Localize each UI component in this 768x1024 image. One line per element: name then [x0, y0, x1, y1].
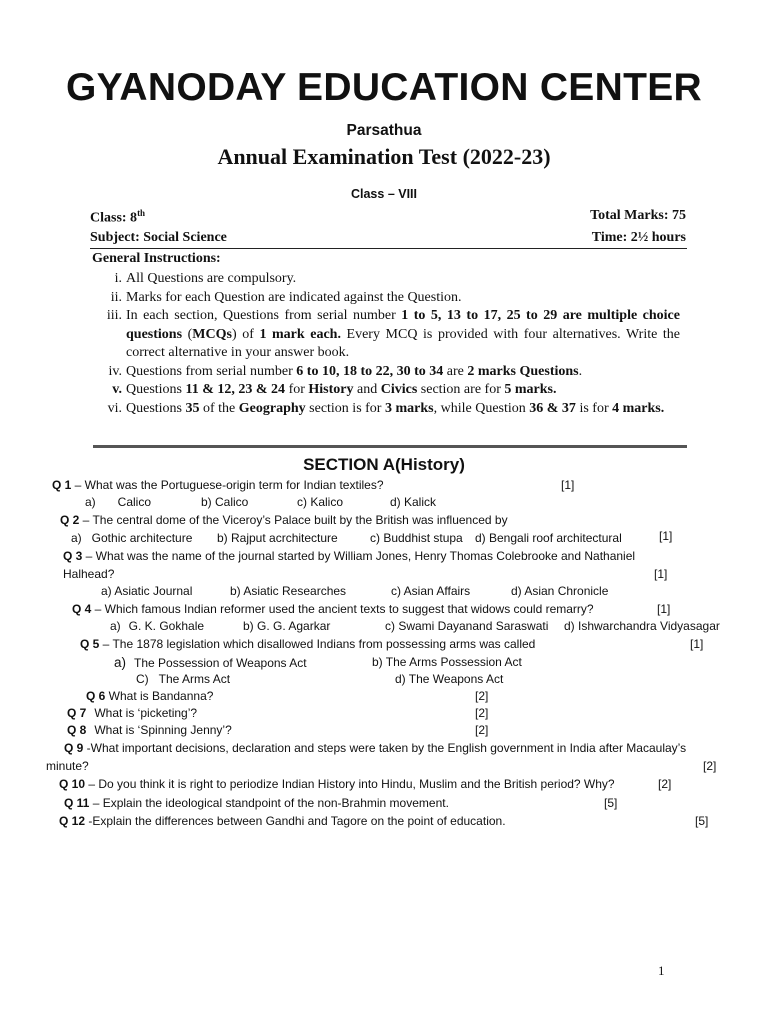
question-6: Q 6 What is Bandanna?: [86, 689, 214, 703]
instruction-item: i. All Questions are compulsory.: [114, 271, 297, 286]
q1-option-c: c) Kalico: [297, 495, 344, 509]
q1-option-b: b) Calico: [201, 495, 249, 509]
q5-option-a: a) The Possession of Weapons Act: [114, 655, 307, 670]
q2-option-c: c) Buddhist stupa: [370, 531, 463, 545]
question-8: Q 8 What is ‘Spinning Jenny’?: [67, 723, 232, 737]
q2-option-a: a) Gothic architecture: [71, 531, 193, 545]
question-7: Q 7 What is ‘picketing’?: [67, 706, 198, 720]
question-10: Q 10 – Do you think it is right to periodize Indian History into Hindu, Muslim and the British period? Why?: [59, 777, 615, 791]
instructions-list: [92, 270, 680, 418]
question-4: Q 4 – Which famous Indian reformer used the ancient texts to suggest that widows could remarry?: [72, 602, 594, 616]
question-9: Q 9 -What important decisions, declaration and steps were taken by the English government in India after Macaulay’s: [64, 741, 687, 755]
q4-option-c: c) Swami Dayanand Saraswati: [385, 619, 549, 633]
time-allowed: Time: 2½ hours: [591, 230, 686, 245]
question-3: Q 3 – What was the name of the journal started by William Jones, Henry Thomas Colebrooke and Nathaniel: [63, 549, 636, 563]
question-3-cont: Halhead?: [63, 567, 115, 581]
q5-option-c: C) The Arms Act: [136, 672, 231, 686]
q4-option-d: d) Ishwarchandra Vidyasagar: [564, 619, 720, 633]
q4-option-a: a) G. K. Gokhale: [110, 619, 205, 633]
instruction-item: iv. Questions from serial number 6 to 10, 18 to 22, 30 to 34 are 2 marks Questions.: [108, 363, 583, 379]
instruction-item: iii. In each section, Questions from serial number 1 to 5, 13 to 17, 25 to 29 are multiple choice questions (MCQs) of 1 mark each. Every MCQ is provided with four alternatives. Write the correct alternative in your answer book.: [106, 308, 680, 360]
instruction-item: ii. Marks for each Question are indicated against the Question.: [110, 289, 462, 305]
class-line: Class – VIII: [350, 187, 417, 201]
instructions-heading: General Instructions:: [92, 251, 221, 266]
q3-option-b: b) Asiatic Researches: [230, 584, 347, 598]
meta-divider: [90, 248, 687, 249]
q4-option-b: b) G. G. Agarkar: [243, 619, 331, 633]
question-10-marks: [2]: [658, 777, 672, 791]
question-3-marks: [1]: [654, 567, 668, 581]
question-4-marks: [1]: [657, 602, 671, 616]
instruction-item: v. Questions 11 & 12, 23 & 24 for History and Civics section are for 5 marks.: [112, 382, 557, 397]
question-12-marks: [5]: [695, 814, 709, 828]
school-name: GYANODAY EDUCATION CENTER: [66, 66, 702, 109]
q1-option-d: d) Kalick: [390, 495, 437, 509]
q3-option-c: c) Asian Affairs: [391, 584, 471, 598]
question-5: Q 5 – The 1878 legislation which disallowed Indians from possessing arms was called: [80, 637, 536, 651]
exam-title: Annual Examination Test (2022-23): [217, 144, 551, 169]
page-number: 1: [658, 963, 665, 978]
question-2-marks: [1]: [659, 529, 673, 543]
q3-option-a: a) Asiatic Journal: [101, 584, 193, 598]
subject: Subject: Social Science: [90, 230, 227, 245]
section-title: SECTION A(History): [303, 455, 465, 474]
question-11-marks: [5]: [604, 796, 618, 810]
question-6-marks: [2]: [475, 689, 489, 703]
question-1-marks: [1]: [561, 478, 575, 492]
q1-option-a: a) Calico: [85, 495, 152, 509]
school-location: Parsathua: [346, 122, 422, 139]
total-marks: Total Marks: 75: [590, 208, 686, 223]
q5-option-b: b) The Arms Possession Act: [372, 655, 522, 669]
q2-option-b: b) Rajput acrchitecture: [217, 531, 338, 545]
q5-option-d: d) The Weapons Act: [395, 672, 504, 686]
question-11: Q 11 – Explain the ideological standpoint of the non-Brahmin movement.: [64, 796, 449, 810]
section-divider: [93, 445, 687, 448]
instruction-item: vi. Questions 35 of the Geography section is for 3 marks, while Question 36 & 37 is for 4 marks.: [107, 400, 665, 416]
question-8-marks: [2]: [475, 723, 489, 737]
q2-option-d: d) Bengali roof architectural: [475, 531, 622, 545]
question-9-marks: [2]: [703, 759, 717, 773]
question-7-marks: [2]: [475, 706, 489, 720]
class-label: Class: 8th: [90, 208, 146, 226]
q3-option-d: d) Asian Chronicle: [511, 584, 609, 598]
question-1: Q 1 – What was the Portuguese-origin term for Indian textiles?: [52, 478, 384, 492]
question-2: Q 2 – The central dome of the Viceroy’s Palace built by the British was influenced by: [60, 513, 508, 527]
question-5-marks: [1]: [690, 637, 704, 651]
question-9-cont: minute?: [46, 759, 89, 773]
question-12: Q 12 -Explain the differences between Gandhi and Tagore on the point of education.: [59, 814, 506, 828]
